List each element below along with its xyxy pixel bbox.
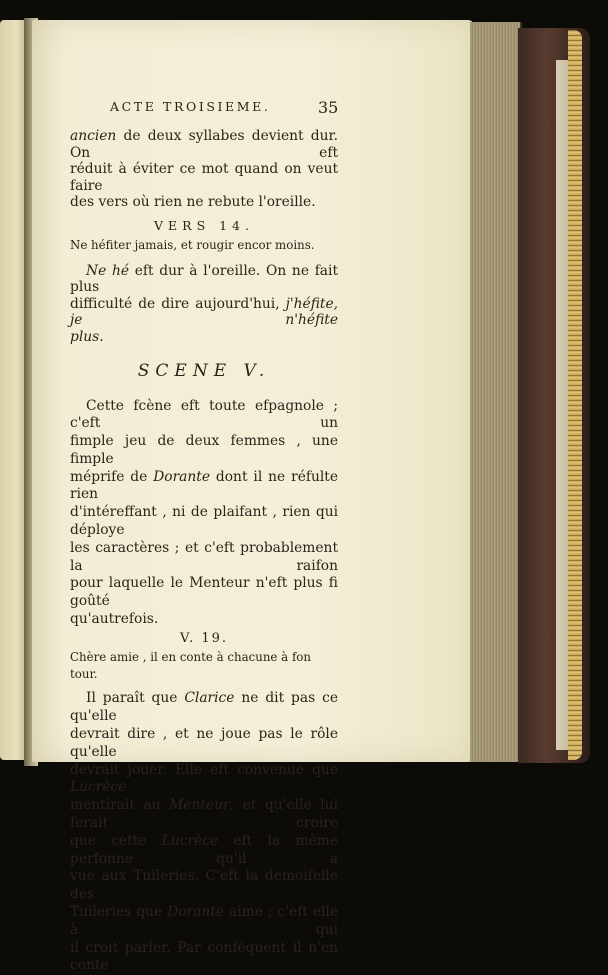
text-line: vue aux Tuileries. C'eft la demoifelle des xyxy=(70,868,338,903)
text-line xyxy=(70,128,338,161)
line-text: Il paraît que xyxy=(86,690,185,707)
italic-word: Lucrèce xyxy=(161,832,219,849)
scene-title: SCENE V. xyxy=(137,361,271,381)
text-line xyxy=(70,263,338,296)
verse-heading: VERS 14. xyxy=(154,217,254,233)
line-text: ne dit pas ce qu'elle xyxy=(70,690,338,725)
line-text: devrait jouer. Elle eft convenue que xyxy=(70,761,338,778)
page-block-edge xyxy=(470,22,522,762)
italic-word: Ne hé xyxy=(86,262,130,279)
text-line xyxy=(70,833,338,869)
text-line: Cette fcène eft toute efpagnole ; c'eft un xyxy=(70,397,338,432)
paragraph-4 xyxy=(70,690,338,975)
text-line xyxy=(70,797,338,833)
line-text: mentirait au xyxy=(70,797,170,814)
italic-word: Menteur xyxy=(169,797,230,814)
italic-word: j'héfite, je n'héfite xyxy=(70,295,338,328)
line-text: difficulté de dire aujourd'hui, xyxy=(70,295,286,312)
text-line: fimple jeu de deux femmes , une fimple xyxy=(70,433,338,467)
text-line: réduit à éviter ce mot quand on veut faire xyxy=(70,161,338,194)
page-number: 35 xyxy=(318,98,339,117)
verse-quote: Ne héfiter jamais, et rougir encor moins. xyxy=(70,238,315,252)
text-line xyxy=(70,762,338,798)
gilt-cover-edge xyxy=(568,30,582,760)
verse-quote: Chère amie , il en conte à chacune à fon tour. xyxy=(70,650,312,681)
verse-heading: V. 19. xyxy=(179,630,229,646)
line-text: , et qu'elle lui ferait croire xyxy=(70,797,338,831)
paragraph-1 xyxy=(70,128,338,211)
italic-word: Dorante xyxy=(167,903,224,920)
italic-word: Clarice xyxy=(184,690,235,707)
page-text xyxy=(70,128,338,975)
text-line: plus. xyxy=(70,328,104,345)
line-text: eft la même perfonne qu'il a xyxy=(70,832,338,867)
text-line xyxy=(70,690,338,726)
text-line xyxy=(70,296,338,329)
text-line: pour laquelle le Menteur n'eft plus fi goûté xyxy=(70,575,338,610)
line-text: eft dur à l'oreille. On ne fait plus xyxy=(70,262,338,295)
line-text: méprife de xyxy=(70,468,154,485)
text-line: il croit parler. Par conféquent il n'en conte xyxy=(70,939,338,974)
italic-word: ancien xyxy=(70,128,117,144)
text-line: les caractères ; et c'eft probablement la raifon xyxy=(70,539,338,574)
line-text: de deux syllabes devient dur. On eft xyxy=(70,128,338,161)
line-text: aime ; c'eft elle à qui xyxy=(70,903,338,938)
italic-word: Dorante xyxy=(153,468,210,485)
text-line: d'intéreffant , ni de plaifant , rien qui déploye xyxy=(70,504,338,539)
text-line: qu'autrefois. xyxy=(70,611,159,628)
text-line: des vers où rien ne rebute l'oreille. xyxy=(70,194,316,210)
paragraph-2 xyxy=(70,263,338,346)
text-line: devrait dire , et ne joue pas le rôle qu'elle xyxy=(70,725,338,760)
line-text: dont il ne réfulte rien xyxy=(70,468,338,503)
italic-word: Lucrèce xyxy=(70,779,127,796)
running-title: ACTE TROISIEME. xyxy=(110,99,271,114)
text-line xyxy=(70,469,338,505)
text-line xyxy=(70,904,338,940)
line-text: Tuileries que xyxy=(70,903,168,920)
line-text: que cette xyxy=(70,832,162,849)
paragraph-3 xyxy=(70,398,338,629)
